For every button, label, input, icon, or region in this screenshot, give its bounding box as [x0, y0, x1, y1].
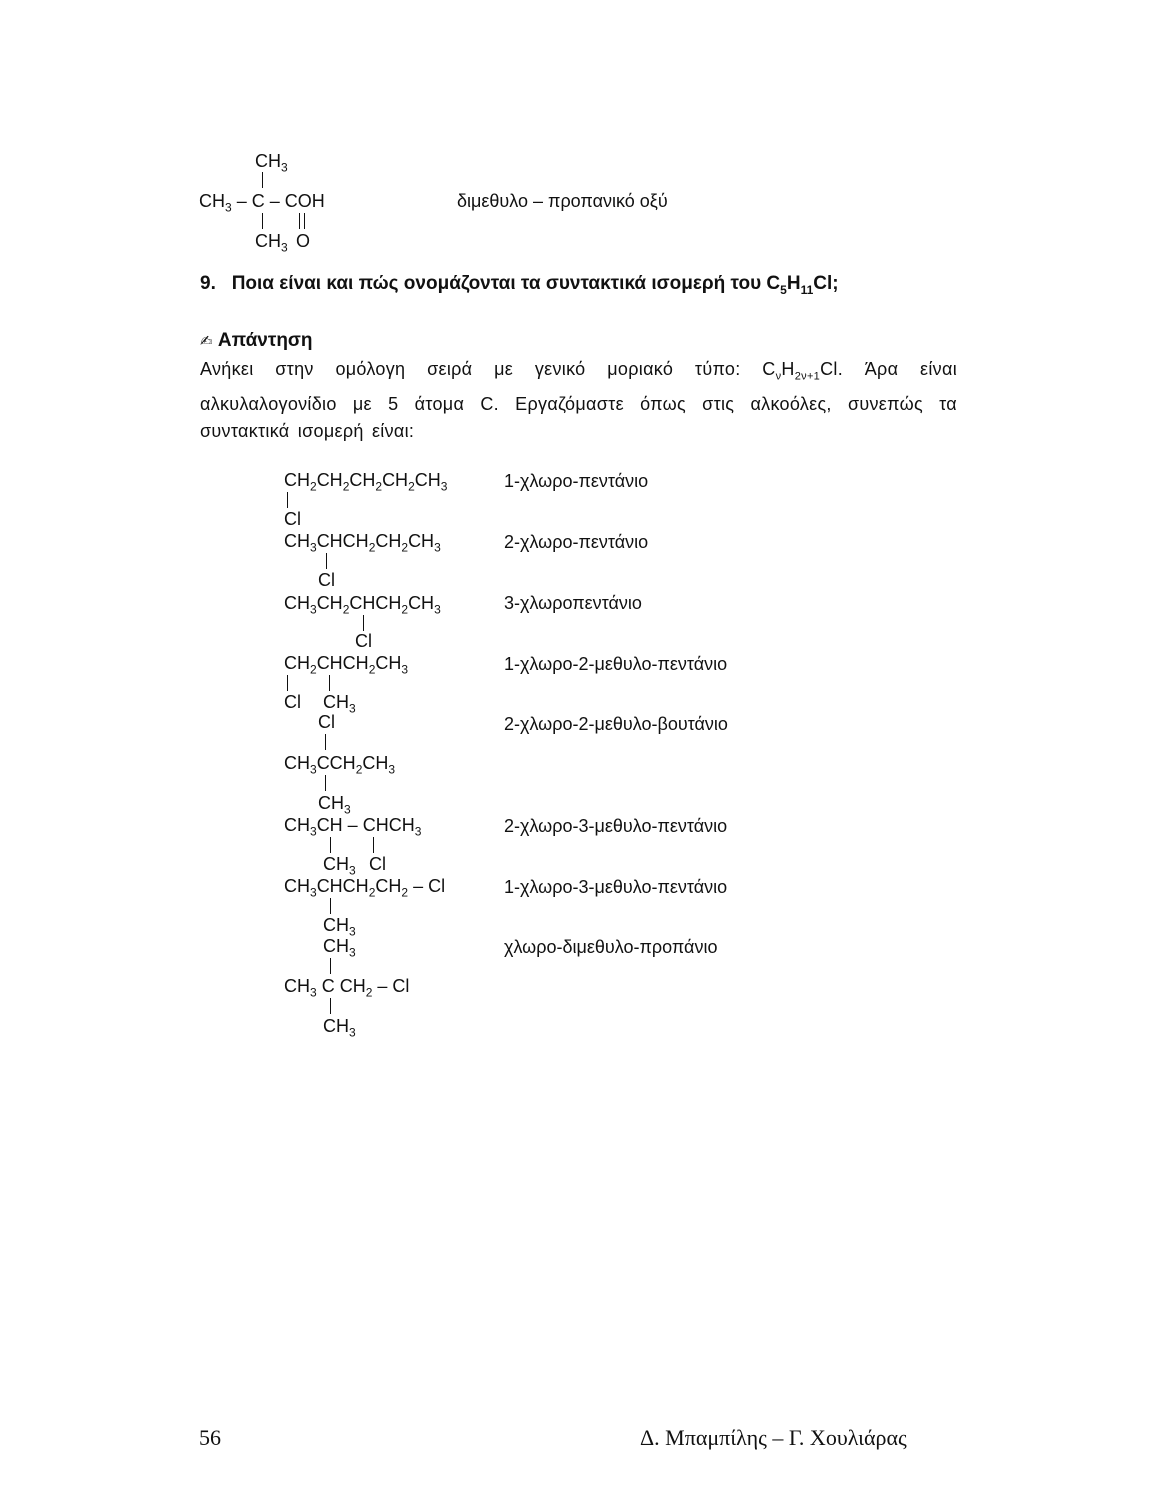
bond-line	[330, 898, 331, 914]
isomer-6-sub-cl: Cl	[369, 854, 386, 874]
isomer-2-sub: Cl	[318, 570, 335, 590]
isomer-1-formula: $CH_2CH_2CH_2CH_2CH_3$	[284, 470, 448, 494]
bottom-o-label: O	[296, 231, 311, 251]
main-chain-label: $CH_3$ – C – COH	[199, 191, 325, 215]
bond-line	[262, 172, 263, 188]
isomer-7-sub-ch3: $CH_3$	[323, 915, 356, 939]
isomer-5-sub-cl: Cl	[318, 712, 335, 732]
isomer-6-formula: $CH_3CH$ – $CHCH_3$	[284, 815, 422, 839]
bond-line	[325, 734, 326, 750]
isomer-3-formula: $CH_3CH_2CHCH_2CH_3$	[284, 593, 441, 617]
isomer-3-name: 3-χλωροπεντάνιο	[504, 593, 642, 613]
isomer-8-sub-ch3-bottom: $CH_3$	[323, 1016, 356, 1040]
isomer-1-sub: Cl	[284, 509, 301, 529]
bond-line	[287, 492, 288, 508]
isomer-6-name: 2-χλωρο-3-μεθυλο-πεντάνιο	[504, 816, 728, 836]
top-ch3-label: $CH_3$	[255, 151, 288, 175]
isomer-8-sub-ch3-top: $CH_3$	[323, 936, 356, 960]
question-number: 9.	[200, 273, 216, 294]
isomer-8-name: χλωρο-διμεθυλο-προπάνιο	[504, 937, 718, 957]
bond-line	[330, 998, 331, 1014]
isomer-3-sub: Cl	[355, 631, 372, 651]
answer-line-1: Ανήκει στην ομόλογη σειρά με γενικό μοριακό τύπο: $C_\nu H_{2\nu+1}Cl$. Άρα είναι	[200, 359, 957, 383]
bond-line	[325, 775, 326, 791]
bottom-ch3-label: $CH_3$	[255, 231, 288, 255]
bond-line	[330, 837, 331, 853]
question-heading	[200, 273, 839, 301]
isomer-1-name: 1-χλωρο-πεντάνιο	[504, 471, 649, 491]
page-number: 56	[199, 1425, 221, 1450]
writing-hand-icon: ✍	[200, 332, 213, 350]
isomer-8-formula: $CH_3$ C $CH_2$ – Cl	[284, 976, 410, 1000]
isomer-2-name: 2-χλωρο-πεντάνιο	[504, 532, 649, 552]
bond-line	[330, 958, 331, 974]
answer-paragraph	[200, 356, 957, 445]
isomer-4-name: 1-χλωρο-2-μεθυλο-πεντάνιο	[504, 654, 728, 674]
answer-line-2: αλκυλαλογονίδιο με 5 άτομα C. Εργαζόμαστε όπως στις αλκοόλες, συνεπώς τα	[200, 393, 957, 414]
bond-line	[262, 213, 263, 229]
double-bond	[299, 213, 305, 229]
isomer-7-formula: $CH_3CHCH_2CH_2$ – Cl	[284, 876, 446, 900]
isomer-4-sub-ch3: $CH_3$	[323, 692, 356, 716]
compound-name: διμεθυλο – προπανικό οξύ	[457, 191, 668, 211]
bond-line	[326, 553, 327, 569]
isomer-4-formula: $CH_2CHCH_2CH_3$	[284, 653, 409, 677]
bond-line	[373, 837, 374, 853]
isomer-5-sub-ch3: $CH_3$	[318, 793, 351, 817]
isomer-6-sub-ch3: $CH_3$	[323, 854, 356, 878]
question-text: Ποια είναι και πώς ονομάζονται τα συντακτικά ισομερή του $C_5H_{11}Cl$;	[231, 273, 839, 297]
isomer-5-name: 2-χλωρο-2-μεθυλο-βουτάνιο	[504, 714, 728, 734]
footer-authors: Δ. Μπαμπίλης – Γ. Χουλιάρας	[640, 1425, 907, 1450]
bond-line	[287, 675, 288, 691]
isomer-2-formula: $CH_3CHCH_2CH_2CH_3$	[284, 531, 441, 555]
isomer-7-name: 1-χλωρο-3-μεθυλο-πεντάνιο	[504, 877, 728, 897]
isomer-5-formula: $CH_3CCH_2CH_3$	[284, 753, 396, 777]
bond-line	[363, 615, 364, 631]
isomer-4-sub-cl: Cl	[284, 692, 301, 712]
answer-heading	[200, 330, 313, 352]
answer-heading-label: Απάντηση	[217, 330, 313, 351]
bond-line	[329, 675, 330, 691]
answer-line-3: συντακτικά ισομερή είναι:	[200, 420, 415, 441]
